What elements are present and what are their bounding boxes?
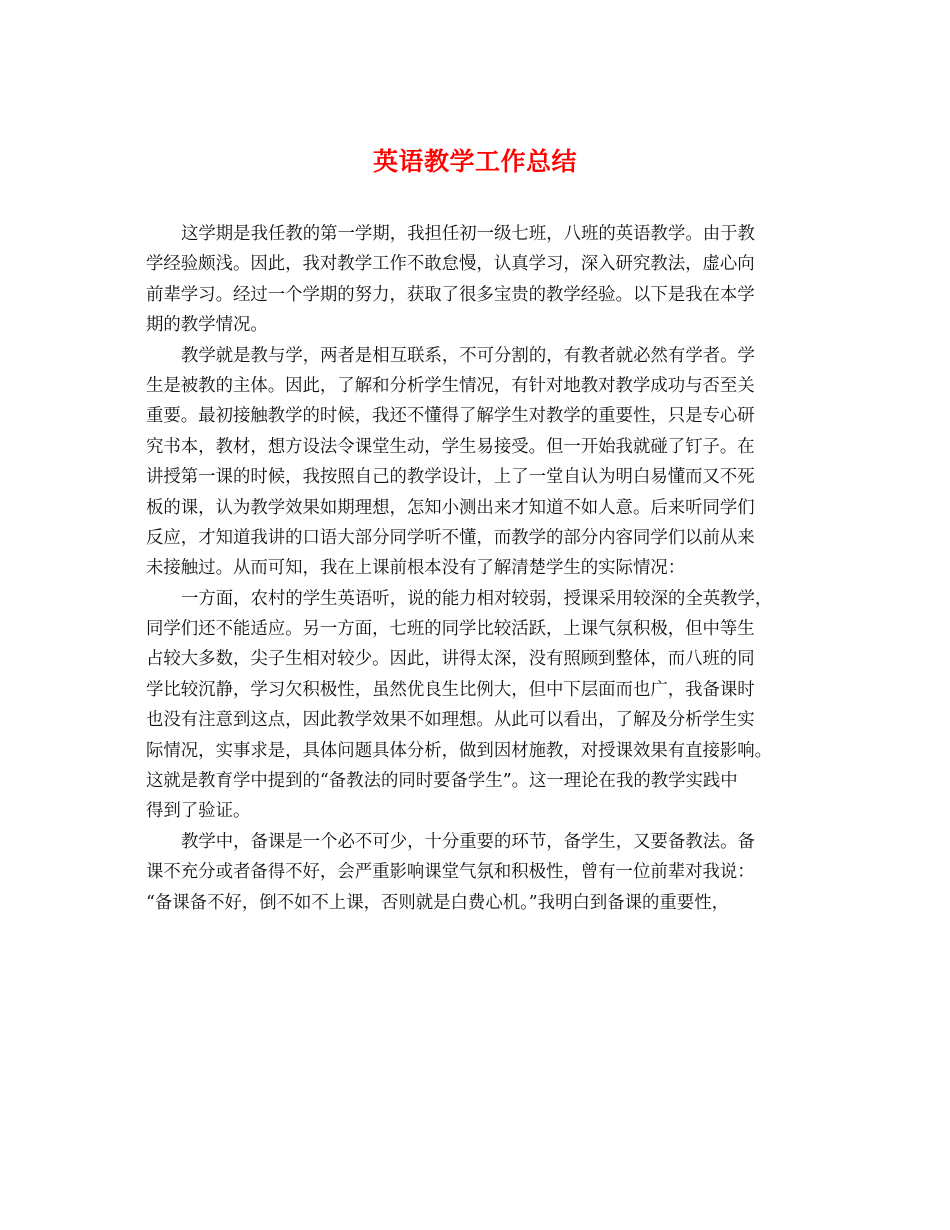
paragraph-line: 板的课，认为教学效果如期理想，怎知小测出来才知道不如人意。后来听同学们 — [146, 497, 755, 518]
paragraph-line: 未接触过。从而可知，我在上课前根本没有了解清楚学生的实际情况： — [146, 558, 686, 579]
paragraph-1 — [146, 219, 810, 341]
paragraph-line: 讲授第一课的时候，我按照自己的教学设计，上了一堂自认为明白易懂而又不死 — [146, 467, 755, 488]
paragraph-line: 课不充分或者备得不好，会严重影响课堂气氛和积极性，曾有一位前辈对我说： — [146, 862, 755, 883]
paragraph-line: 生是被教的主体。因此，了解和分析学生情况，有针对地教对教学成功与否至关 — [146, 375, 755, 396]
paragraph-2 — [146, 341, 810, 584]
document-body — [146, 219, 810, 918]
paragraph-line: 教学中，备课是一个必不可少，十分重要的环节，备学生，又要备教法。备 — [181, 831, 755, 852]
paragraph-line: 教学就是教与学，两者是相互联系，不可分割的，有教者就必然有学者。学 — [181, 345, 755, 366]
paragraph-line: 也没有注意到这点，因此教学效果不如理想。从此可以看出，了解及分析学生实 — [146, 710, 755, 731]
paragraph-line: 期的教学情况。 — [146, 315, 268, 336]
paragraph-line: 际情况，实事求是，具体问题具体分析，做到因材施教，对授课效果有直接影响。 — [146, 740, 773, 761]
paragraph-line: 一方面，农村的学生英语听，说的能力相对较弱，授课采用较深的全英教学， — [181, 588, 773, 609]
document-title: 英语教学工作总结 — [372, 147, 577, 176]
paragraph-line: 反应，才知道我讲的口语大部分同学听不懂，而教学的部分内容同学们以前从来 — [146, 527, 755, 548]
paragraph-line: 这学期是我任教的第一学期，我担任初一级七班，八班的英语教学。由于教 — [181, 224, 755, 244]
paragraph-line: 前辈学习。经过一个学期的努力，获取了很多宝贵的教学经验。以下是我在本学 — [146, 284, 755, 305]
paragraph-line: “备课备不好，倒不如不上课，否则就是白费心机。”我明白到备课的重要性， — [146, 892, 729, 913]
paragraph-line: 究书本，教材，想方设法令课堂生动，学生易接受。但一开始我就碰了钉子。在 — [146, 436, 755, 457]
paragraph-line: 这就是教育学中提到的“备教法的同时要备学生”。这一理论在我的教学实践中 — [146, 771, 738, 792]
paragraph-3 — [146, 584, 810, 827]
paragraph-line: 得到了验证。 — [146, 801, 251, 822]
paragraph-line: 重要。最初接触教学的时候，我还不懂得了解学生对教学的重要性，只是专心研 — [146, 406, 755, 427]
paragraph-4 — [146, 827, 810, 918]
paragraph-line: 同学们还不能适应。另一方面，七班的同学比较活跃，上课气氛积极，但中等生 — [146, 619, 755, 640]
paragraph-line: 学比较沉静，学习欠积极性，虽然优良生比例大，但中下层面而也广，我备课时 — [146, 679, 755, 700]
paragraph-line: 学经验颇浅。因此，我对教学工作不敢怠慢，认真学习，深入研究教法，虚心向 — [146, 254, 755, 275]
paragraph-line: 占较大多数，尖子生相对较少。因此，讲得太深，没有照顾到整体，而八班的同 — [146, 649, 755, 670]
